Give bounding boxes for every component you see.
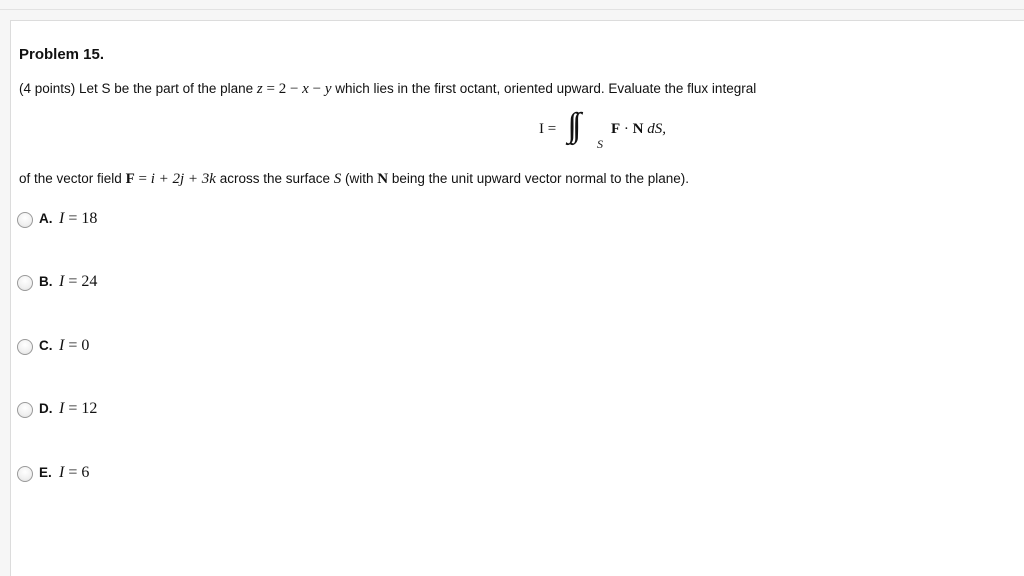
- normal-N: N: [377, 171, 389, 187]
- choice-d-expression: [59, 400, 97, 418]
- choice-e-expression: [59, 464, 89, 482]
- choice-d-radio[interactable]: [17, 402, 33, 418]
- choice-d-label: D.: [39, 401, 53, 416]
- choice-a-var: I: [59, 210, 65, 227]
- choice-e-value: = 6: [64, 464, 90, 481]
- desc-with: (with: [341, 171, 378, 186]
- choice-e-label: E.: [39, 465, 52, 480]
- vector-field-description: [19, 171, 689, 188]
- integrand-dS: dS,: [643, 121, 667, 137]
- problem-statement: [19, 81, 756, 98]
- choice-a-label: A.: [39, 211, 53, 226]
- choice-b-var: I: [59, 273, 65, 290]
- flux-integral-display: [539, 113, 699, 157]
- statement-prefix: (4 points) Let S be the part of the plane: [19, 81, 257, 96]
- plane-x: x: [302, 81, 309, 97]
- statement-suffix: which lies in the first octant, oriented upward. Evaluate the flux integral: [331, 81, 757, 96]
- integral-lhs: I =: [539, 121, 557, 137]
- field-F: F: [125, 171, 135, 187]
- choice-c-var: I: [59, 337, 65, 354]
- top-divider: [0, 0, 1024, 10]
- choice-c-expression: [59, 337, 89, 355]
- desc-prefix: of the vector field: [19, 171, 126, 186]
- problem-panel: [10, 20, 1024, 576]
- plane-equals: = 2 −: [262, 81, 303, 97]
- choice-c-value: = 0: [64, 337, 90, 354]
- integral-subscript: S: [597, 137, 603, 151]
- choice-d[interactable]: [17, 400, 217, 420]
- integrand-dot: ·: [620, 121, 633, 137]
- choice-e[interactable]: [17, 464, 217, 484]
- desc-suffix: being the unit upward vector normal to the plane).: [388, 171, 690, 186]
- plane-z: z: [256, 81, 263, 97]
- field-equals: =: [134, 171, 151, 187]
- integrand-F: F: [611, 121, 621, 137]
- choice-b-label: B.: [39, 274, 53, 289]
- plane-y: y: [324, 81, 332, 97]
- choice-b-value: = 24: [64, 273, 98, 290]
- problem-title: Problem 15.: [19, 46, 105, 63]
- choice-a-radio[interactable]: [17, 212, 33, 228]
- choice-a[interactable]: [17, 210, 217, 230]
- plane-minus: −: [308, 81, 325, 97]
- choice-c-label: C.: [39, 338, 53, 353]
- field-expression: i + 2j + 3k: [150, 171, 216, 187]
- choice-b[interactable]: [17, 273, 217, 293]
- choice-b-expression: [59, 273, 97, 291]
- choice-c[interactable]: [17, 337, 217, 357]
- choice-a-value: = 18: [64, 210, 98, 227]
- choice-d-value: = 12: [64, 400, 98, 417]
- choice-b-radio[interactable]: [17, 275, 33, 291]
- integrand: [611, 121, 666, 138]
- choice-a-expression: [59, 210, 97, 228]
- surface-S: S: [333, 171, 342, 187]
- desc-mid: across the surface: [215, 171, 334, 186]
- choice-e-radio[interactable]: [17, 466, 33, 482]
- integrand-N: N: [632, 121, 644, 137]
- choice-c-radio[interactable]: [17, 339, 33, 355]
- choice-d-var: I: [59, 400, 65, 417]
- choice-e-var: I: [59, 464, 65, 481]
